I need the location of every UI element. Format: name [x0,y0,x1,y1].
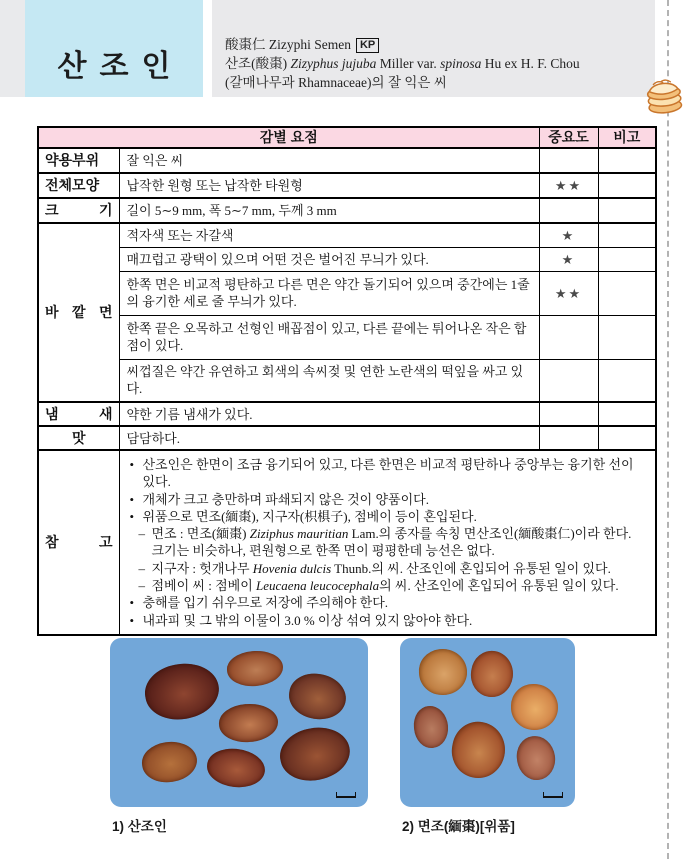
cell-shape-note [598,173,656,198]
dash-marker: – [138,560,145,576]
seed [275,721,354,786]
cell-surface-text: 씨껍질은 약간 유연하고 회색의 속씨젖 및 연한 노란색의 떡잎을 싸고 있다. [119,359,539,402]
table-row [38,198,656,223]
seed [511,684,558,730]
seed [468,648,516,699]
bullet-marker: • [129,508,135,524]
table-row [38,426,656,450]
cell-size-importance [539,198,598,223]
photo-sanjoin [110,638,368,807]
remark-text: 점베이 씨 : 점베이 Leucaena leucocephala의 씨. 산조인에 혼입되어 유통된 일이 있다. [151,578,619,594]
bullet-marker: • [129,457,135,472]
column-header-main: 감별 요점 [38,127,539,148]
seed [218,702,280,744]
cell-taste-text: 담담하다. [119,426,539,450]
remarks-list [127,456,650,629]
table-row [38,148,656,173]
remark-text: 면조 : 면조(緬棗) Ziziphus mauritian Lam.의 종자를 속칭 면산조인(緬酸棗仁)이라 한다. 크기는 비슷하나, 편원형으로 한쪽 면이 평평한데 능선은 없다. [151,526,632,559]
page-title: 산조인 [57,50,184,83]
photo-caption-2: 2) 면조(緬棗)[위품] [402,819,515,834]
remark-text: 위품으로 면조(緬棗), 지구자(枳椇子), 점베이 등이 혼입된다. [142,508,477,524]
cell-shape-text: 납작한 원형 또는 납작한 타원형 [119,173,539,198]
cell-odor-importance [539,402,598,426]
pancakes-stack-icon [641,71,687,117]
left-margin-strip [0,0,25,97]
remark-text: 개체가 크고 충만하며 파쇄되지 않은 것이 양품이다. [142,491,429,507]
table-row [38,223,656,247]
bullet-marker: • [129,595,135,611]
cell-surface-importance [539,315,598,359]
seed [447,717,510,783]
drug-info-box [212,0,655,97]
seed [139,738,199,785]
cell-surface-note [598,271,656,315]
drug-title-box [25,0,203,97]
row-label-size: 크 기 [38,198,119,223]
remark-subitem [139,577,646,594]
cell-surface-note [598,223,656,247]
kp-badge: KP [356,38,379,53]
table-row [38,247,656,271]
bullet-marker: • [129,491,135,507]
scale-bar [543,792,563,798]
table-row [38,402,656,426]
seed [205,746,267,790]
family-line: (갈매나무과 Rhamnaceae)의 잘 익은 씨 [225,75,447,90]
latin-name-line [225,35,645,54]
cell-part-importance [539,148,598,173]
cell-odor-text: 약한 기름 냄새가 있다. [119,402,539,426]
cell-odor-note [598,402,656,426]
remark-subitem [139,560,646,577]
remark-text: 충해를 입기 쉬우므로 저장에 주의해야 한다. [142,595,389,611]
seed [514,734,558,783]
seed [286,670,349,722]
cell-surface-importance: ★ [539,247,598,271]
table-header-row [38,127,656,148]
row-label-taste: 맛 [38,426,119,450]
cell-surface-text: 한쪽 면은 비교적 평탄하고 다른 면은 약간 돌기되어 있으며 중간에는 1줄의 융기한 세로 줄 무늬가 있다. [119,271,539,315]
remark-item [130,491,646,508]
table-row [38,450,656,635]
remark-text: 내과피 및 그 밖의 이물이 3.0 % 이상 섞여 있지 않아야 한다. [142,612,473,628]
cell-size-text: 길이 5∼9 mm, 폭 5∼7 mm, 두께 3 mm [119,198,539,223]
identification-table [37,126,657,636]
bullet-marker: • [129,612,135,628]
botanical-name-line: 산조(酸棗) Zizyphus jujuba Miller var. spinosa Hu ex H. F. Chou [225,56,580,71]
table-row [38,359,656,402]
table-row [38,271,656,315]
remark-item [130,594,646,611]
cell-part-text: 잘 익은 씨 [119,148,539,173]
cell-remarks [119,450,656,635]
cell-surface-importance: ★★ [539,271,598,315]
dash-marker: – [138,578,145,594]
cell-taste-note [598,426,656,450]
scale-bar [336,792,356,798]
latin-name: 酸棗仁 Zizyphi Semen [225,37,351,52]
cell-part-note [598,148,656,173]
cell-surface-note [598,315,656,359]
remark-item [130,612,646,629]
row-label-remarks: 참 고 [38,450,119,635]
photo-caption-1: 1) 산조인 [112,819,167,834]
cell-surface-text: 한쪽 끝은 오목하고 선형인 배꼽점이 있고, 다른 끝에는 튀어나온 작은 합점이 있다. [119,315,539,359]
dash-marker: – [138,526,145,542]
remark-item [130,456,646,491]
table-row [38,173,656,198]
cell-size-note [598,198,656,223]
cell-taste-importance [539,426,598,450]
seed [141,658,223,725]
photo-myeonjo [400,638,575,807]
table-row [38,315,656,359]
cell-surface-note [598,247,656,271]
row-label-shape: 전체모양 [38,173,119,198]
remark-subitem [139,525,646,560]
cell-surface-note [598,359,656,402]
row-label-odor: 냄 새 [38,402,119,426]
seed [412,705,450,750]
row-label-surface: 바 깥 면 [38,223,119,402]
page-edge-dashed-line [667,0,669,859]
remark-text: 산조인은 한면이 조금 융기되어 있고, 다른 한면은 비교적 평탄하나 중앙부는 융기한 선이 있다. [142,457,634,490]
cell-shape-importance: ★★ [539,173,598,198]
seed [226,649,285,689]
remark-item [130,508,646,525]
cell-surface-text: 매끄럽고 광택이 있으며 어떤 것은 벌어진 무늬가 있다. [119,247,539,271]
row-label-part: 약용부위 [38,148,119,173]
seed [417,647,470,698]
column-header-importance: 중요도 [539,127,598,148]
cell-surface-text: 적자색 또는 자갈색 [119,223,539,247]
column-header-note: 비고 [598,127,656,148]
remark-text: 지구자 : 헛개나무 Hovenia dulcis Thunb.의 씨. 산조인에 혼입되어 유통된 일이 있다. [151,560,611,576]
cell-surface-importance: ★ [539,223,598,247]
cell-surface-importance [539,359,598,402]
